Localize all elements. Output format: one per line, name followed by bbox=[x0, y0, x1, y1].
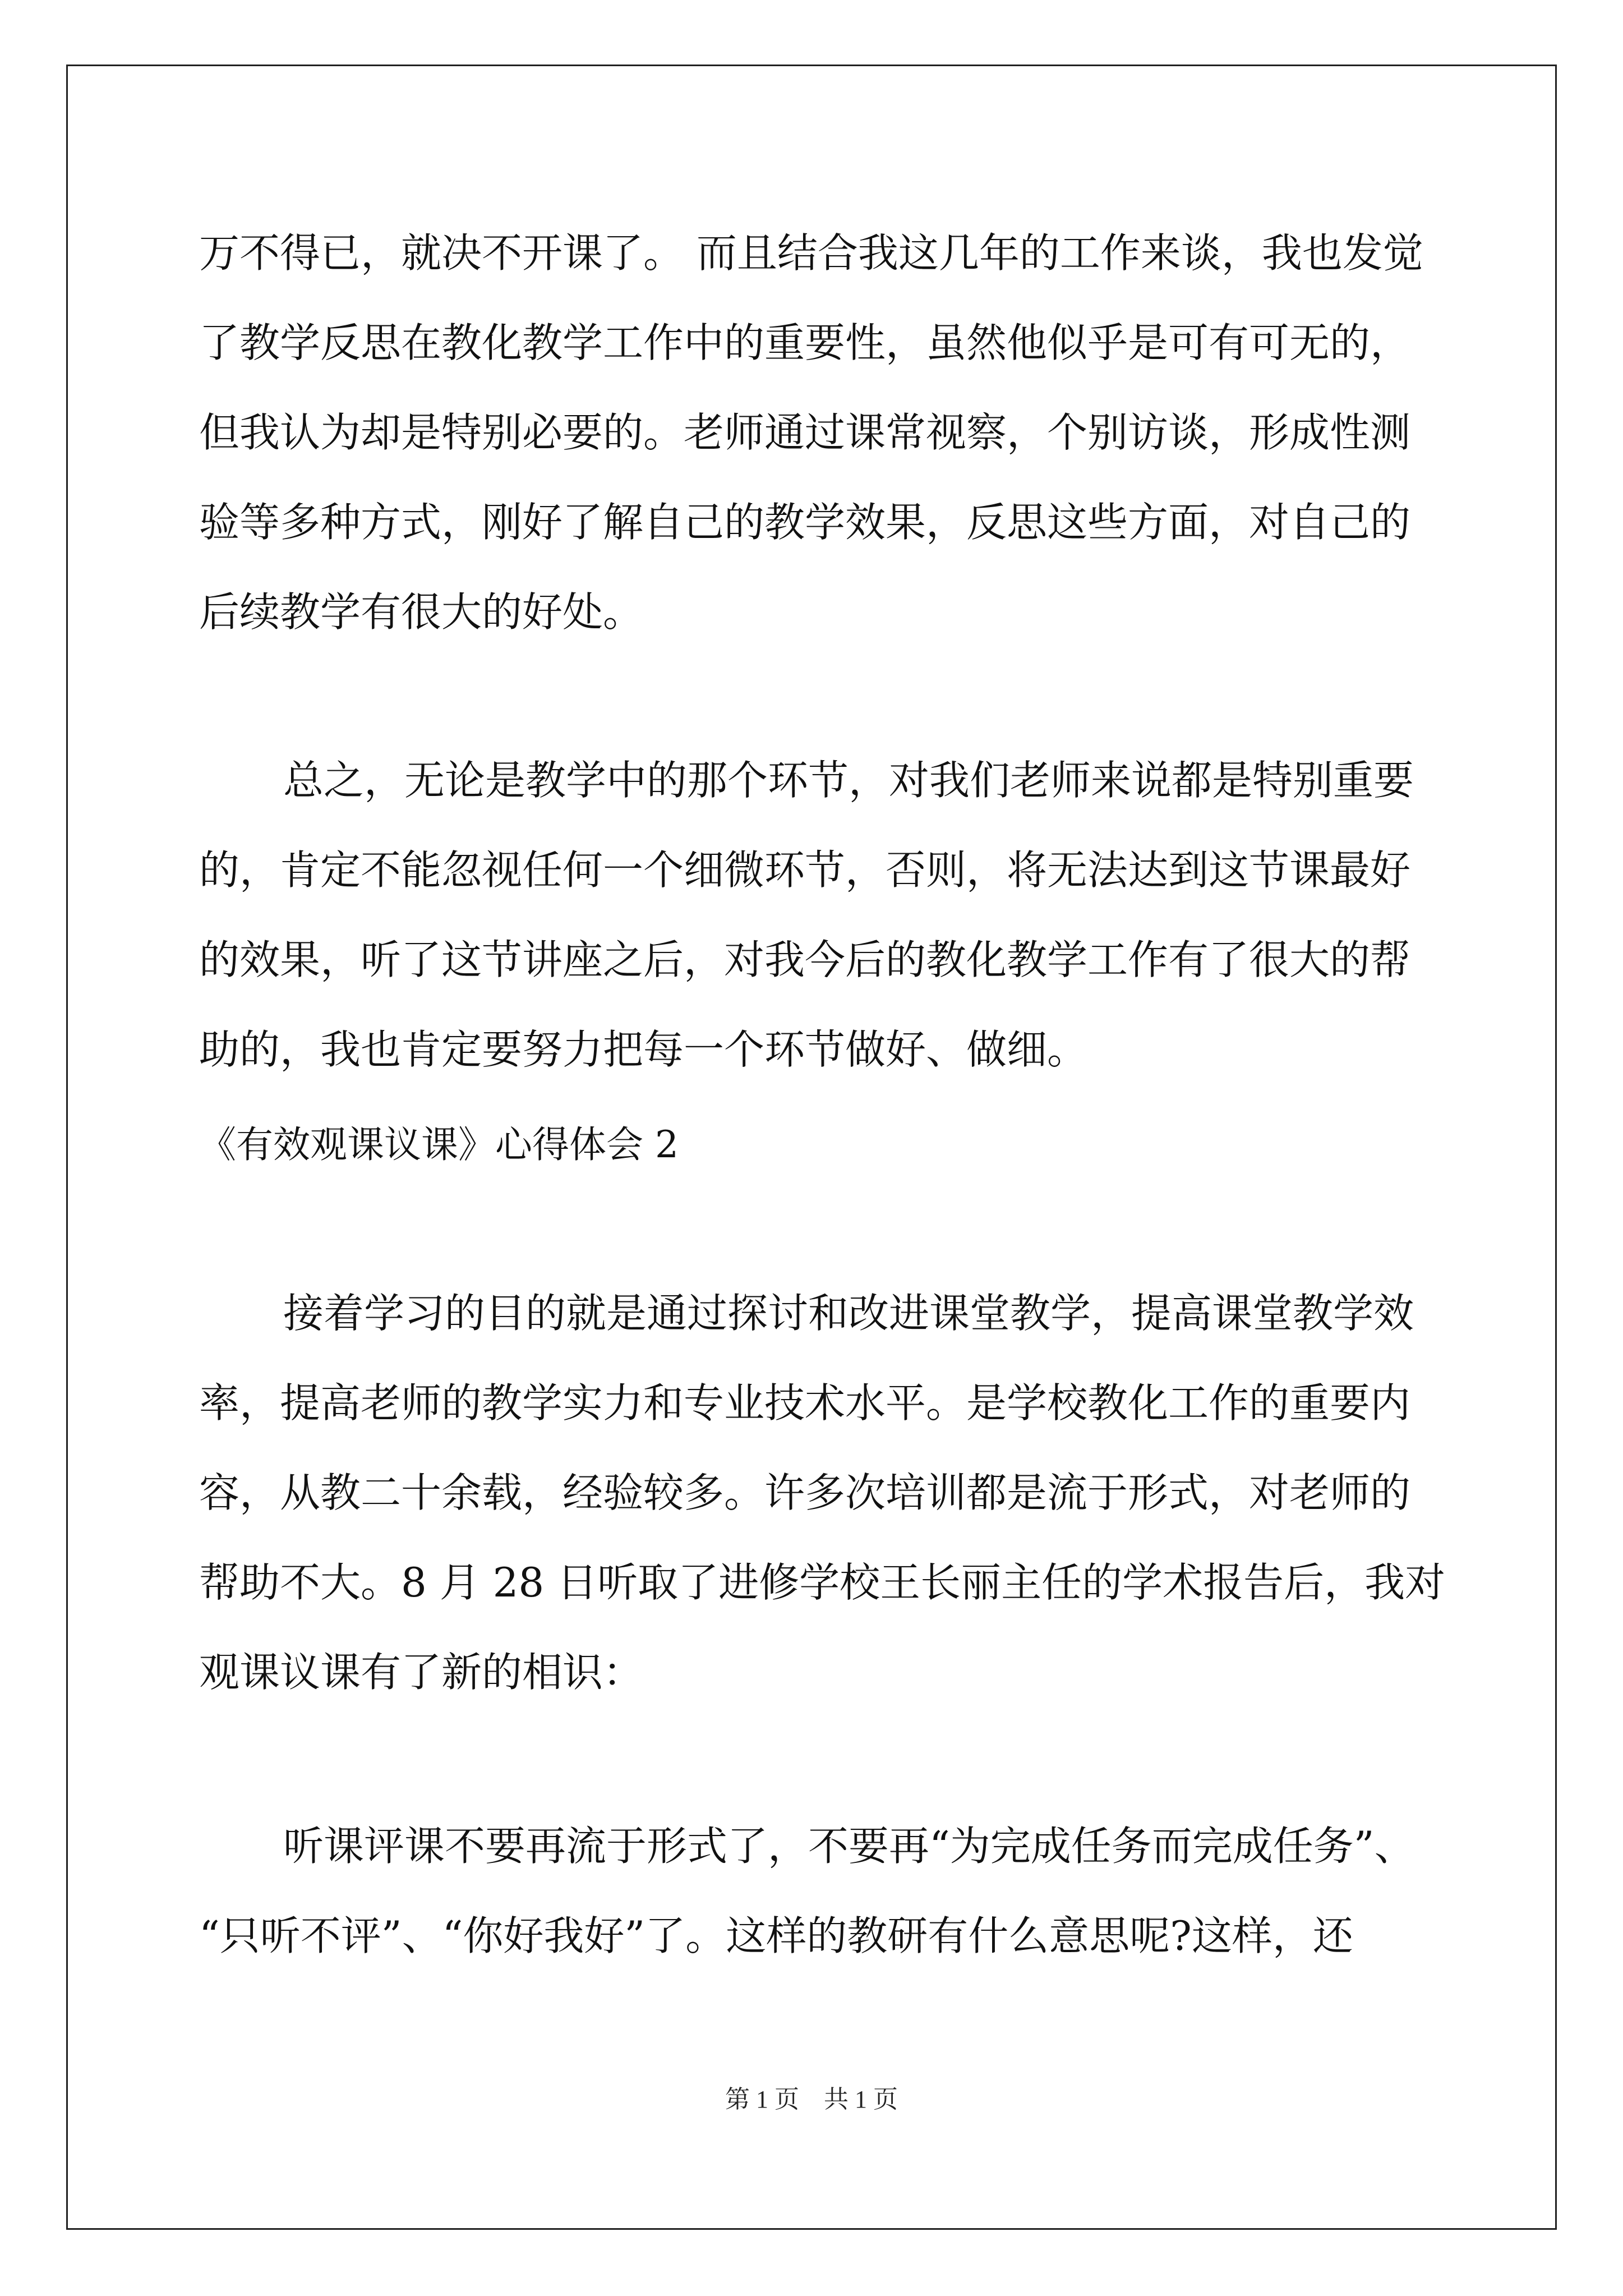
page-footer: 第 1 页 共 1 页 bbox=[725, 2086, 898, 2113]
section-heading: 《有效观课议课》心得体会 2 bbox=[199, 1123, 679, 1166]
paragraph-3-line-5: 观课议课有了新的相识： bbox=[199, 1649, 644, 1696]
paragraph-1-line-1: 万不得已，就决不开课了。 而且结合我这几年的工作来谈，我也发觉 bbox=[199, 229, 1423, 277]
paragraph-1-line-4: 验等多种方式，刚好了解自己的教学效果，反思这些方面，对自己的 bbox=[199, 499, 1411, 546]
paragraph-3-line-1: 接着学习的目的就是通过探讨和改进课堂教学，提高课堂教学效 bbox=[283, 1290, 1414, 1337]
paragraph-3-line-4: 帮助不大。8 月 28 日听取了进修学校王长丽主任的学术报告后，我对 bbox=[199, 1559, 1446, 1606]
paragraph-4-line-1: 听课评课不要再流于形式了，不要再“为完成任务而完成任务”、 bbox=[283, 1823, 1415, 1870]
paragraph-1-line-2: 了教学反思在教化教学工作中的重要性，虽然他似乎是可有可无的， bbox=[199, 319, 1411, 366]
paragraph-2-line-2: 的，肯定不能忽视任何一个细微环节，否则，将无法达到这节课最好 bbox=[199, 846, 1411, 894]
paragraph-2-line-3: 的效果，听了这节讲座之后，对我今后的教化教学工作有了很大的帮 bbox=[199, 936, 1411, 983]
paragraph-3-line-3: 容，从教二十余载，经验较多。许多次培训都是流于形式，对老师的 bbox=[199, 1469, 1411, 1516]
paragraph-1-line-3: 但我认为却是特别必要的。老师通过课常视察，个别访谈，形成性测 bbox=[199, 409, 1411, 456]
paragraph-1-line-5: 后续教学有很大的好处。 bbox=[199, 588, 644, 636]
paragraph-2-line-1: 总之，无论是教学中的那个环节，对我们老师来说都是特别重要 bbox=[283, 757, 1414, 804]
paragraph-3-line-2: 率，提高老师的教学实力和专业技术水平。是学校教化工作的重要内 bbox=[199, 1379, 1411, 1427]
paragraph-2-line-4: 助的，我也肯定要努力把每一个环节做好、做细。 bbox=[199, 1026, 1088, 1073]
paragraph-4-line-2: “只听不评”、“你好我好”了。这样的教研有什么意思呢?这样，还 bbox=[199, 1912, 1353, 1959]
